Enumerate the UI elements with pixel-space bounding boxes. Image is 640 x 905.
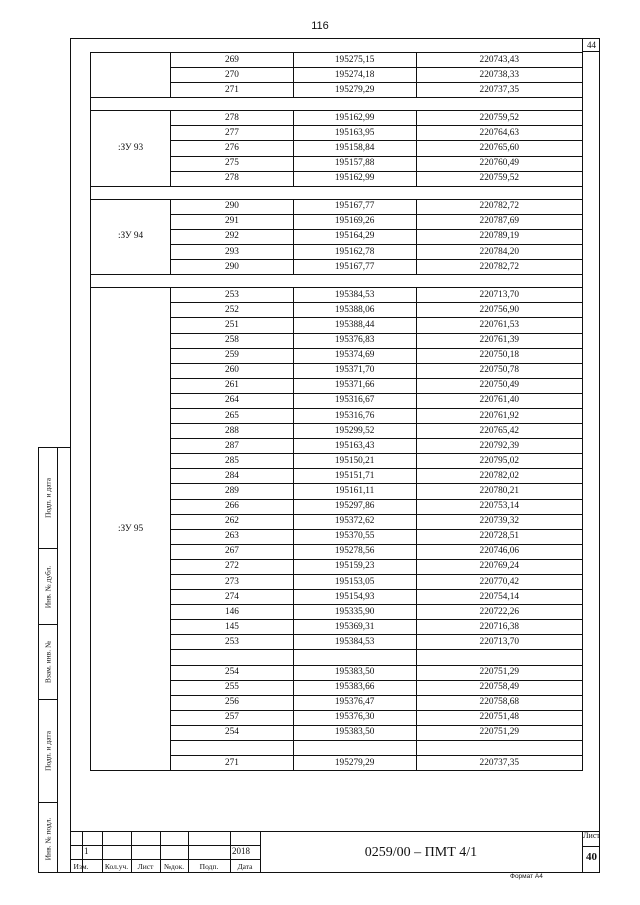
coordinates-table xyxy=(90,52,583,771)
y-coordinate-cell: 220795,02 xyxy=(416,454,582,469)
y-coordinate-cell xyxy=(416,650,582,665)
parcel-label: :ЗУ 95 xyxy=(91,288,171,771)
strip-cell-orig-inv: Инв. № подл. xyxy=(43,817,53,860)
x-coordinate-cell: 195162,78 xyxy=(293,245,416,260)
point-number-cell: 271 xyxy=(171,756,294,771)
x-coordinate-cell: 195163,95 xyxy=(293,126,416,141)
x-coordinate-cell: 195297,86 xyxy=(293,499,416,514)
x-coordinate-cell: 195154,93 xyxy=(293,590,416,605)
sheet-number: 40 xyxy=(586,851,597,863)
y-coordinate-cell: 220782,02 xyxy=(416,469,582,484)
stamp-header-ndok: №док. xyxy=(163,862,185,871)
y-coordinate-cell: 220751,48 xyxy=(416,710,582,725)
x-coordinate-cell: 195384,53 xyxy=(293,288,416,303)
y-coordinate-cell: 220746,06 xyxy=(416,544,582,559)
x-coordinate-cell: 195371,70 xyxy=(293,363,416,378)
y-coordinate-cell: 220784,20 xyxy=(416,245,582,260)
x-coordinate-cell: 195371,66 xyxy=(293,378,416,393)
x-coordinate-cell: 195376,30 xyxy=(293,710,416,725)
document-code: 0259/00 – ПМТ 4/1 xyxy=(364,845,478,860)
point-number-cell: 260 xyxy=(171,363,294,378)
x-coordinate-cell: 195279,29 xyxy=(293,83,416,98)
y-coordinate-cell: 220751,29 xyxy=(416,725,582,740)
corner-number: 44 xyxy=(582,39,600,52)
x-coordinate-cell: 195370,55 xyxy=(293,529,416,544)
x-coordinate-cell xyxy=(293,650,416,665)
point-number-cell: 289 xyxy=(171,484,294,499)
point-number-cell: 259 xyxy=(171,348,294,363)
x-coordinate-cell: 195369,31 xyxy=(293,620,416,635)
x-coordinate-cell: 195164,29 xyxy=(293,229,416,244)
point-number-cell: 262 xyxy=(171,514,294,529)
point-number-cell: 278 xyxy=(171,111,294,126)
y-coordinate-cell: 220792,39 xyxy=(416,439,582,454)
x-coordinate-cell: 195376,83 xyxy=(293,333,416,348)
x-coordinate-cell: 195150,21 xyxy=(293,454,416,469)
point-number-cell: 145 xyxy=(171,620,294,635)
strip-cell-dup-inv: Инв. № дубл. xyxy=(39,549,57,625)
point-number-cell: 258 xyxy=(171,333,294,348)
strip-cell-replace-inv: Взам. инв. № xyxy=(39,625,57,700)
x-coordinate-cell: 195163,43 xyxy=(293,439,416,454)
x-coordinate-cell: 195162,99 xyxy=(293,111,416,126)
sheet-label: Лист xyxy=(583,831,600,840)
x-coordinate-cell xyxy=(293,741,416,756)
point-number-cell: 272 xyxy=(171,559,294,574)
block-separator-row xyxy=(91,98,583,111)
y-coordinate-cell: 220759,52 xyxy=(416,111,582,126)
x-coordinate-cell: 195388,44 xyxy=(293,318,416,333)
parcel-label: :ЗУ 94 xyxy=(91,199,171,274)
table-row xyxy=(91,199,583,214)
y-coordinate-cell: 220713,70 xyxy=(416,288,582,303)
point-number-cell: 270 xyxy=(171,68,294,83)
point-number-cell: 273 xyxy=(171,575,294,590)
y-coordinate-cell: 220750,49 xyxy=(416,378,582,393)
y-coordinate-cell: 220751,29 xyxy=(416,665,582,680)
stamp-header-izm: Изм. xyxy=(73,862,89,871)
point-number-cell: 278 xyxy=(171,171,294,186)
x-coordinate-cell: 195372,62 xyxy=(293,514,416,529)
point-number-cell: 252 xyxy=(171,303,294,318)
point-number-cell: 265 xyxy=(171,408,294,423)
point-number-cell: 287 xyxy=(171,439,294,454)
x-coordinate-cell: 195299,52 xyxy=(293,424,416,439)
point-number-cell: 290 xyxy=(171,260,294,275)
point-number-cell xyxy=(171,741,294,756)
stamp-izm-value: 1 xyxy=(84,846,89,856)
y-coordinate-cell: 220765,42 xyxy=(416,424,582,439)
point-number-cell: 293 xyxy=(171,245,294,260)
x-coordinate-cell: 195388,06 xyxy=(293,303,416,318)
x-coordinate-cell: 195376,47 xyxy=(293,695,416,710)
y-coordinate-cell: 220716,38 xyxy=(416,620,582,635)
y-coordinate-cell: 220738,33 xyxy=(416,68,582,83)
y-coordinate-cell: 220761,39 xyxy=(416,333,582,348)
point-number-cell: 276 xyxy=(171,141,294,156)
point-number-cell: 263 xyxy=(171,529,294,544)
y-coordinate-cell: 220770,42 xyxy=(416,575,582,590)
point-number-cell: 253 xyxy=(171,635,294,650)
x-coordinate-cell: 195151,71 xyxy=(293,469,416,484)
y-coordinate-cell: 220761,92 xyxy=(416,408,582,423)
y-coordinate-cell: 220789,19 xyxy=(416,229,582,244)
x-coordinate-cell: 195159,23 xyxy=(293,559,416,574)
y-coordinate-cell: 220722,26 xyxy=(416,605,582,620)
point-number-cell: 255 xyxy=(171,680,294,695)
stamp-header-podp: Подп. xyxy=(199,862,219,871)
y-coordinate-cell: 220769,24 xyxy=(416,559,582,574)
y-coordinate-cell xyxy=(416,741,582,756)
point-number-cell: 277 xyxy=(171,126,294,141)
y-coordinate-cell: 220765,60 xyxy=(416,141,582,156)
block-separator-row xyxy=(91,275,583,288)
point-number-cell: 291 xyxy=(171,214,294,229)
left-stamp-strip xyxy=(38,447,70,873)
point-number-cell: 266 xyxy=(171,499,294,514)
point-number-cell: 292 xyxy=(171,229,294,244)
point-number-cell: 261 xyxy=(171,378,294,393)
x-coordinate-cell: 195383,50 xyxy=(293,665,416,680)
y-coordinate-cell: 220764,63 xyxy=(416,126,582,141)
y-coordinate-cell: 220756,90 xyxy=(416,303,582,318)
block-separator-row xyxy=(91,186,583,199)
x-coordinate-cell: 195169,26 xyxy=(293,214,416,229)
point-number-cell: 269 xyxy=(171,53,294,68)
table-row xyxy=(91,53,583,68)
y-coordinate-cell: 220780,21 xyxy=(416,484,582,499)
y-coordinate-cell: 220758,68 xyxy=(416,695,582,710)
point-number-cell: 288 xyxy=(171,424,294,439)
point-number-cell: 284 xyxy=(171,469,294,484)
point-number-cell: 146 xyxy=(171,605,294,620)
x-coordinate-cell: 195157,88 xyxy=(293,156,416,171)
y-coordinate-cell: 220758,49 xyxy=(416,680,582,695)
x-coordinate-cell: 195383,66 xyxy=(293,680,416,695)
stamp-header-list: Лист xyxy=(137,862,154,871)
x-coordinate-cell: 195274,18 xyxy=(293,68,416,83)
x-coordinate-cell: 195316,67 xyxy=(293,393,416,408)
y-coordinate-cell: 220739,32 xyxy=(416,514,582,529)
y-coordinate-cell: 220782,72 xyxy=(416,199,582,214)
y-coordinate-cell: 220737,35 xyxy=(416,83,582,98)
table-row xyxy=(91,288,583,303)
point-number-cell: 251 xyxy=(171,318,294,333)
y-coordinate-cell: 220753,14 xyxy=(416,499,582,514)
strip-cell-signature-date-1: Подп. и дата xyxy=(39,448,57,549)
x-coordinate-cell: 195278,56 xyxy=(293,544,416,559)
table-row xyxy=(91,111,583,126)
y-coordinate-cell: 220737,35 xyxy=(416,756,582,771)
y-coordinate-cell: 220713,70 xyxy=(416,635,582,650)
point-number-cell: 274 xyxy=(171,590,294,605)
point-number-cell: 267 xyxy=(171,544,294,559)
x-coordinate-cell: 195167,77 xyxy=(293,199,416,214)
x-coordinate-cell: 195162,99 xyxy=(293,171,416,186)
point-number-cell xyxy=(171,650,294,665)
x-coordinate-cell: 195161,11 xyxy=(293,484,416,499)
y-coordinate-cell: 220754,14 xyxy=(416,590,582,605)
point-number-cell: 256 xyxy=(171,695,294,710)
y-coordinate-cell: 220761,40 xyxy=(416,393,582,408)
y-coordinate-cell: 220759,52 xyxy=(416,171,582,186)
strip-cell-signature-date-2: Подп. и дата xyxy=(39,700,57,803)
x-coordinate-cell: 195153,05 xyxy=(293,575,416,590)
x-coordinate-cell: 195335,90 xyxy=(293,605,416,620)
y-coordinate-cell: 220750,18 xyxy=(416,348,582,363)
point-number-cell: 253 xyxy=(171,288,294,303)
x-coordinate-cell: 195279,29 xyxy=(293,756,416,771)
point-number-cell: 271 xyxy=(171,83,294,98)
y-coordinate-cell: 220787,69 xyxy=(416,214,582,229)
x-coordinate-cell: 195316,76 xyxy=(293,408,416,423)
y-coordinate-cell: 220728,51 xyxy=(416,529,582,544)
x-coordinate-cell: 195158,84 xyxy=(293,141,416,156)
x-coordinate-cell: 195383,50 xyxy=(293,725,416,740)
x-coordinate-cell: 195275,15 xyxy=(293,53,416,68)
x-coordinate-cell: 195374,69 xyxy=(293,348,416,363)
point-number-cell: 290 xyxy=(171,199,294,214)
parcel-label: :ЗУ 93 xyxy=(91,111,171,186)
y-coordinate-cell: 220761,53 xyxy=(416,318,582,333)
point-number-cell: 264 xyxy=(171,393,294,408)
point-number-cell: 254 xyxy=(171,725,294,740)
y-coordinate-cell: 220782,72 xyxy=(416,260,582,275)
stamp-year-value: 2018 xyxy=(232,846,250,856)
y-coordinate-cell: 220743,43 xyxy=(416,53,582,68)
y-coordinate-cell: 220760,49 xyxy=(416,156,582,171)
parcel-label xyxy=(91,53,171,98)
point-number-cell: 254 xyxy=(171,665,294,680)
stamp-header-koluch: Кол.уч. xyxy=(104,862,129,871)
format-label: Формат А4 xyxy=(510,873,543,880)
point-number-cell: 275 xyxy=(171,156,294,171)
stamp-header-data: Дата xyxy=(237,862,253,871)
point-number-cell: 285 xyxy=(171,454,294,469)
x-coordinate-cell: 195167,77 xyxy=(293,260,416,275)
page-number: 116 xyxy=(311,20,329,32)
point-number-cell: 257 xyxy=(171,710,294,725)
x-coordinate-cell: 195384,53 xyxy=(293,635,416,650)
y-coordinate-cell: 220750,78 xyxy=(416,363,582,378)
